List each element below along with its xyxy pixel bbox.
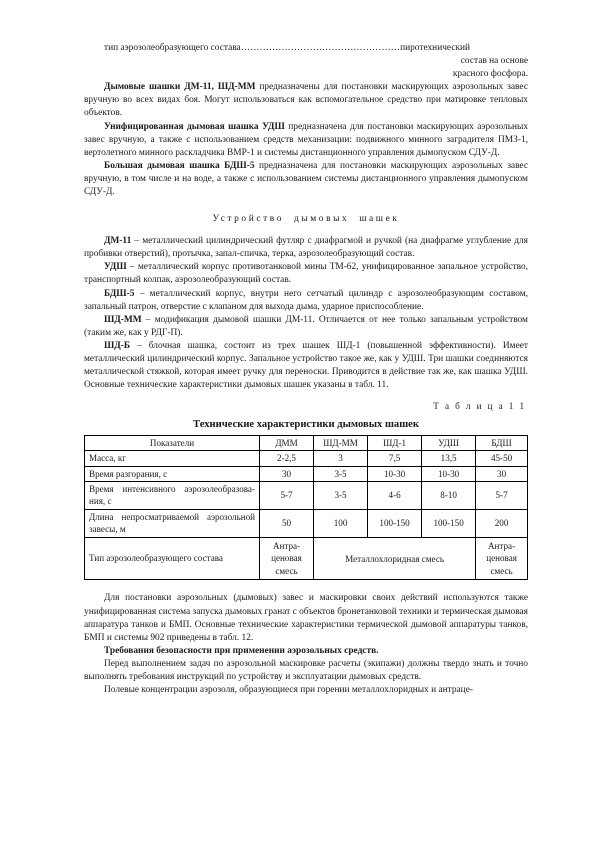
table-title: Технические характеристики дымовых шашек xyxy=(193,419,419,431)
paragraph-bottom-safety-lead: Требования безопасности при применении аэрозольных средств. xyxy=(104,645,379,656)
cell-length-shd1: 100-150 xyxy=(368,509,422,537)
cell-ignition-shd1: 10-30 xyxy=(368,466,422,481)
paragraph-udsh xyxy=(84,121,528,160)
paragraph-device-shdb-lead: ШД-Б xyxy=(104,340,131,351)
paragraph-bottom-field-concentrations: Полевые концентрации аэрозоля, образующиеся при горении металлохлоридных и антраце- xyxy=(104,685,473,696)
paragraph-dm11-shdmm-lead: Дымовые шашки ДМ-11, ШД-ММ xyxy=(104,82,256,93)
cell-mass-shdmm: 3 xyxy=(314,451,368,466)
table-number-label: Т а б л и ц а 1 1 xyxy=(433,401,526,412)
paragraph-device-bdsh5-lead: БДШ-5 xyxy=(104,288,135,299)
paragraph-device-shdmm xyxy=(84,314,528,340)
paragraph-bdsh5 xyxy=(84,160,528,199)
table-header-bdsh: БДШ xyxy=(476,436,528,451)
cell-ignition-udsh: 10-30 xyxy=(422,466,476,481)
paragraph-udsh-lead: Унифицированная дымовая шашка УДШ xyxy=(104,121,285,132)
paragraph-device-shdmm-lead: ШД-ММ xyxy=(104,314,142,325)
top-fragment-line-2: состав на основе xyxy=(460,56,528,67)
cell-mass-shd1: 7,5 xyxy=(368,451,422,466)
paragraph-device-shdmm-body: – модификация дымовой шашки ДМ-11. Отличается от нее только запальным устройством (таким же, как у РДГ-П). xyxy=(84,314,528,338)
paragraph-dm11-shdmm-body: предназначены для постановки маскирующих аэрозольных завес вручную во всех видах боя. Могут использоваться как вспомогательное средство при матировке тепловых объектов. xyxy=(84,82,528,119)
top-fragment xyxy=(84,42,528,81)
paragraph-device-udsh-body: – металлический корпус противотанковой мины ТМ-62, унифицированное запальное устройство, транспортный колпак, аэрозолеобразующий состав. xyxy=(84,262,528,286)
row-label-mass: Масса, кг xyxy=(85,451,260,466)
cell-intensive-shd1: 4-6 xyxy=(368,482,422,510)
cell-ignition-shdmm: 3-5 xyxy=(314,466,368,481)
cell-ignition-dmm: 30 xyxy=(260,466,314,481)
table-header-shdmm: ШД-ММ xyxy=(314,436,368,451)
table-row xyxy=(85,482,528,510)
paragraphs-device xyxy=(84,235,528,392)
paragraph-dm11-shdmm xyxy=(84,81,528,120)
row-label-composition-type: Тип аэрозолеобразующего состава xyxy=(85,537,260,580)
paragraph-device-dm11-body: – металлический цилиндрический футляр с диафрагмой и ручкой (на диафрагме углубление для пробивки отверстий), протычка, запал-спичка, терка, аэрозолеобразующий состав. xyxy=(84,236,528,260)
paragraph-bottom-crew-instructions: Перед выполнением задач по аэрозольной маскировке расчеты (экипажи) должны твердо знать и точно выполнять требования инструкций по устройству и эксплуатации дымовых средств. xyxy=(84,658,528,683)
paragraph-bdsh5-body: предназначена для постановки маскирующих аэрозольных завес вручную, в том числе и на воде, а также с использованием системы дистанционного управления дымопуском СДУ-Д. xyxy=(84,160,528,198)
cell-composition-dmm: Антра- ценовая смесь xyxy=(260,537,314,580)
paragraph-device-bdsh5-body: – металлический корпус, внутри него сетчатый цилиндр с аэрозолеобразующим составом, запальный патрон, отверстие с клапаном для выхода дыма, ударное приспособление. xyxy=(84,288,528,312)
paragraph-udsh-body: предназначена для постановки маскирующих аэрозольных завес вручную, а также с использованием средств механизации: подвижного минного заградителя ПМЗ-1, вертолетного минного раскладчика ВМР-1 и системы дистанционного управления дымопуском СДУ-Д. xyxy=(84,121,529,158)
table-row xyxy=(85,537,528,580)
section-heading: Устройство дымовых шашек xyxy=(212,214,400,225)
paragraphs-top xyxy=(84,81,528,199)
row-label-intensive-aerosol-time: Время интенсивного аэрозолеобразова-ния, с xyxy=(85,482,260,510)
row-label-ignition-time: Время разгорания, с xyxy=(85,466,260,481)
table-header-shd1: ШД-1 xyxy=(368,436,422,451)
table-header-udsh: УДШ xyxy=(422,436,476,451)
paragraphs-bottom xyxy=(84,592,528,697)
table-header-parameters: Показатели xyxy=(85,436,260,451)
cell-mass-bdsh: 45-50 xyxy=(476,451,528,466)
table-row xyxy=(85,466,528,481)
cell-intensive-shdmm: 3-5 xyxy=(314,482,368,510)
cell-length-shdmm: 100 xyxy=(314,509,368,537)
cell-length-dmm: 50 xyxy=(260,509,314,537)
top-fragment-line-3: красного фосфора. xyxy=(452,69,528,80)
paragraph-device-dm11-lead: ДМ-11 xyxy=(104,236,132,247)
paragraph-device-shdb xyxy=(84,340,528,392)
cell-intensive-dmm: 5-7 xyxy=(260,482,314,510)
row-label-screen-length: Длина непросматриваемой аэрозольной завесы, м xyxy=(85,509,260,537)
table-header-dmm: ДММ xyxy=(260,436,314,451)
cell-mass-udsh: 13,5 xyxy=(422,451,476,466)
cell-mass-dmm: 2-2,5 xyxy=(260,451,314,466)
table-row xyxy=(85,451,528,466)
cell-intensive-bdsh: 5-7 xyxy=(476,482,528,510)
paragraph-bdsh5-lead: Большая дымовая шашка БДШ-5 xyxy=(104,160,255,171)
cell-composition-bdsh: Антра- ценовая смесь xyxy=(476,537,528,580)
cell-length-udsh: 100-150 xyxy=(422,509,476,537)
spec-table xyxy=(84,435,528,580)
paragraph-device-shdb-body: – блочная шашка, состоит из трех шашек ШД-1 (повышенной эффективности). Имеет металлический цилиндрический корпус. Запальное устройство такое же, как у УДШ. Три шашки соединяются металлической стяжкой, которая имеет ручку для переноски. Приводится в действие так же, как шашка УДШ. Основные технические характеристики дымовых шашек указаны в табл. 11. xyxy=(84,340,528,391)
paragraph-device-udsh-lead: УДШ xyxy=(104,262,127,273)
paragraph-bottom-usage: Для постановки аэрозольных (дымовых) завес и маскировки своих действий используются также унифицированная система запуска дымовых гранат с объектов бронетанковой техники и термическая дымовая аппаратура танков и БМП. Основные технические характеристики термической дымовой аппаратуры танков, БМП и системы 902 приведены в табл. 12. xyxy=(84,593,528,643)
cell-composition-middle-merged: Металлохлоридная смесь xyxy=(314,537,476,580)
paragraph-bottom-safety-heading xyxy=(84,645,528,658)
top-fragment-line-1: тип аэрозолеобразующего состава……………………………………………пиротехнический xyxy=(104,43,471,53)
table-row xyxy=(85,509,528,537)
cell-intensive-udsh: 8-10 xyxy=(422,482,476,510)
table-header-row xyxy=(85,436,528,451)
cell-length-bdsh: 200 xyxy=(476,509,528,537)
paragraph-device-udsh xyxy=(84,261,528,287)
paragraph-device-bdsh5 xyxy=(84,288,528,314)
cell-ignition-bdsh: 30 xyxy=(476,466,528,481)
paragraph-device-dm11 xyxy=(84,235,528,261)
